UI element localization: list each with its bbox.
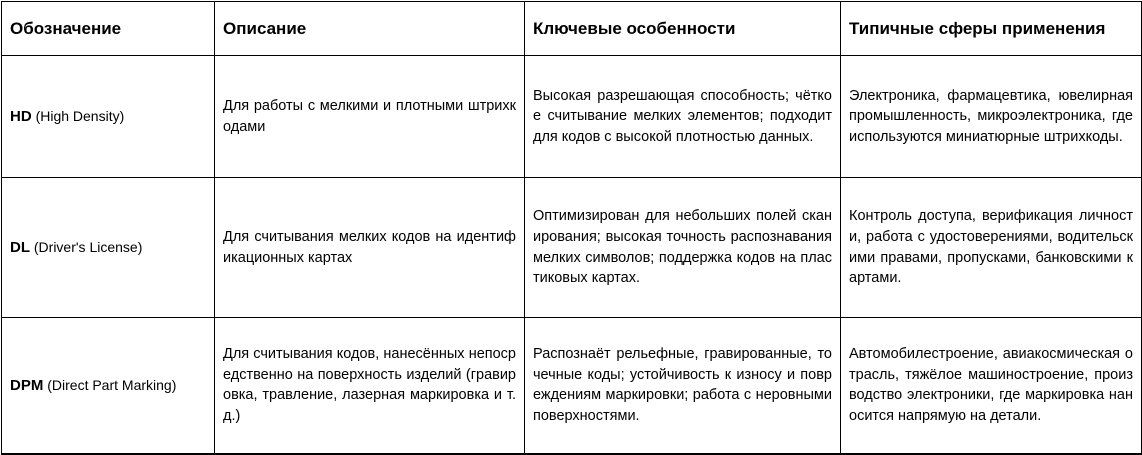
designation-code: HD [10, 108, 32, 125]
cell-description: Для считывания мелких кодов на идентификационных картах [215, 178, 525, 318]
cell-typical-applications: Автомобилестроение, авиакосмическая отрасль, тяжёлое машиностроение, производство электроники, где маркировка наносится напрямую на детали. [841, 318, 1142, 454]
cell-key-features: Распознаёт рельефные, гравированные, точечные коды; устойчивость к износу и повреждениям маркировки; работа с неровными поверхностями. [525, 318, 841, 454]
table-header [2, 2, 1142, 56]
cell-designation [2, 56, 215, 178]
column-header-typical-applications: Типичные сферы применения [841, 2, 1142, 56]
table-row [2, 318, 1142, 454]
cell-designation [2, 318, 215, 454]
designation-full-name: (Direct Part Marking) [47, 376, 177, 393]
scanner-types-table [1, 1, 1142, 455]
cell-key-features: Высокая разрешающая способность; чёткое считывание мелких элементов; подходит для кодов с высокой плотностью данных. [525, 56, 841, 178]
designation-code: DPM [10, 376, 44, 394]
column-header-key-features: Ключевые особенности [525, 2, 841, 56]
cell-designation [2, 178, 215, 318]
cell-description: Для считывания кодов, нанесённых непосредственно на поверхность изделий (гравировка, травление, лазерная маркировка и т. д.) [215, 318, 525, 454]
designation-full-name: (High Density) [35, 108, 125, 124]
table-row [2, 56, 1142, 178]
table-body [2, 56, 1142, 454]
cell-typical-applications: Электроника, фармацевтика, ювелирная промышленность, микроэлектроника, где используются миниатюрные штрихкоды. [841, 56, 1142, 178]
specification-table-container [0, 1, 1142, 455]
column-header-description: Описание [215, 2, 525, 56]
cell-typical-applications: Контроль доступа, верификация личности, работа с удостоверениями, водительскими правами, пропусками, банковскими картами. [841, 178, 1142, 318]
designation-code: DL [10, 239, 30, 256]
column-header-designation: Обозначение [2, 2, 215, 56]
cell-key-features: Оптимизирован для небольших полей сканирования; высокая точность распознавания мелких символов; поддержка кодов на пластиковых картах. [525, 178, 841, 318]
table-row [2, 178, 1142, 318]
cell-description: Для работы с мелкими и плотными штрихкодами [215, 56, 525, 178]
table-header-row [2, 2, 1142, 56]
designation-full-name: (Driver's License) [33, 239, 143, 255]
